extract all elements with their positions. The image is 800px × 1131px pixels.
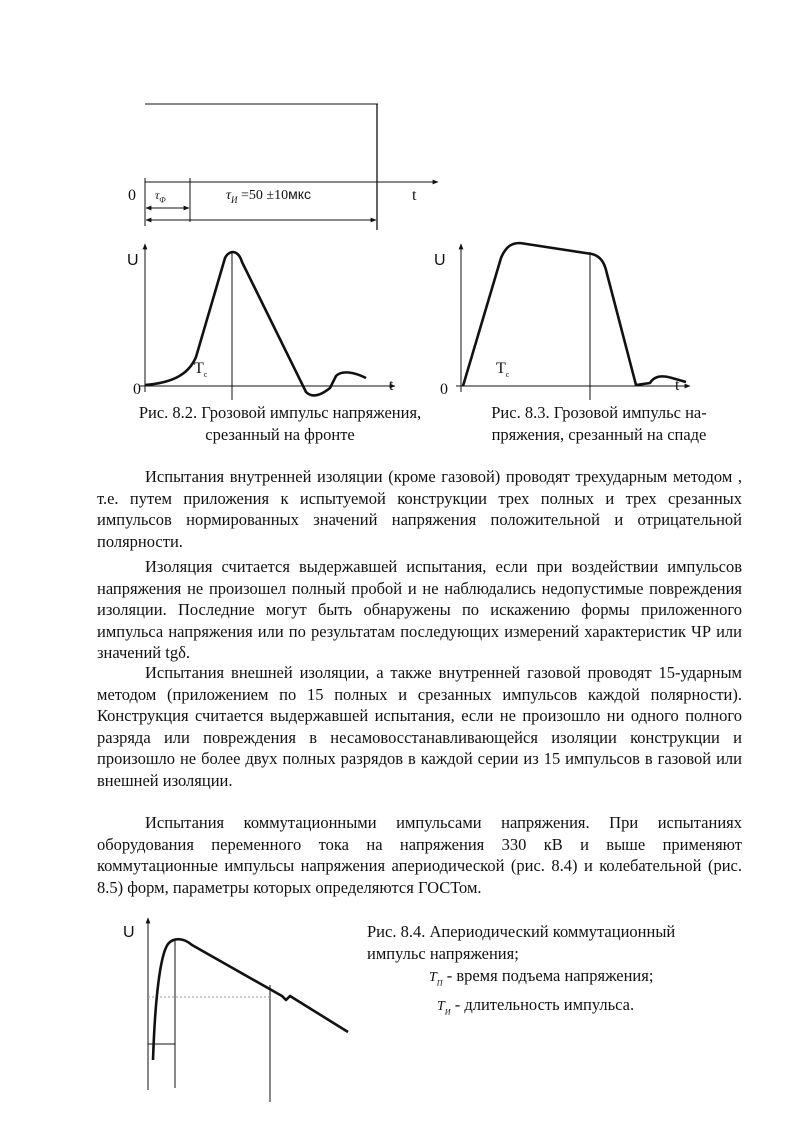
fig82-caption-line1: Рис. 8.2. Грозовой импульс напряжения, — [138, 403, 422, 422]
fig83-t-label: t — [675, 377, 680, 394]
fig82-t-label: t — [389, 377, 394, 394]
fig84-caption — [367, 921, 675, 1024]
fig83-zero-label: 0 — [440, 381, 448, 398]
fig82-u-label: U — [127, 252, 139, 269]
fig83-u-label: U — [434, 252, 446, 269]
fig83-tc-label: $T_c$ — [496, 360, 510, 380]
tau-pulse-label: $\tau_И =50 \pm 10мкс$ — [226, 186, 312, 205]
fig84-legend-tp: $T_П$ - время подъема напряжения; — [429, 966, 654, 988]
paragraph-3: Испытания внешней изоляции, а также внутренней газовой проводят 15-ударным методом (приложением по 15 полных и срезанных импульсов каждой полярности). Конструкция считается выдержавшей испытания, если не произошло ни одного полного разряда или повреждения в несамовосстанавливающейся изоляции конструкции и произошло не более двух полных разрядов в каждой серии из 15 импульсов в газовой или внешней изоляции. — [97, 663, 742, 790]
fig84-u-label: U — [123, 924, 135, 941]
paragraph-4: Испытания коммутационными импульсами напряжения. При испытаниях оборудования переменного тока на напряжения 330 кВ и выше применяют коммутационные импульсы напряжения апериодической (рис. 8.4) и колебательной (рис. 8.5) форм, параметры которых определяются ГОСТом. — [97, 813, 742, 897]
fig84-caption-line2: импульс напряжения; — [367, 944, 519, 963]
paragraph-1: Испытания внутренней изоляции (кроме газовой) проводят трехударным методом , т.е. путем приложения к испытуемой конструкции трех полных и трех срезанных импульсов нормированных значений напряжения положительной и отрицательной полярности. — [97, 467, 742, 551]
fig84-waveform — [153, 939, 348, 1060]
timeline-zero-label: 0 — [128, 187, 136, 204]
fig84-caption-line1: Рис. 8.4. Апериодический коммутационный — [367, 922, 676, 941]
paragraph-2: Изоляция считается выдержавшей испытания, если при воздействии импульсов напряжения не произошел полный пробой и не наблюдались недопустимые повреждения изоляции. Последние могут быть обнаружены по искажению формы приложенного импульса напряжения или по результатам последующих измерений характеристик ЧР или значений tgδ. — [97, 557, 742, 663]
fig83-caption-line2: пряжения, срезанный на спаде — [491, 425, 707, 444]
fig82-tc-label: $T_c$ — [194, 360, 208, 380]
fig82-caption-line2: срезанный на фронте — [205, 425, 355, 444]
fig84-legend-ti: $T_И$ - длительность импульса. — [437, 995, 635, 1017]
fig82-zero-label: 0 — [133, 381, 141, 398]
tau-front-label: $\tau_Ф$ — [155, 188, 166, 205]
timeline-t-label: t — [412, 187, 417, 204]
fig83-caption-line1: Рис. 8.3. Грозовой импульс на- — [491, 403, 707, 422]
